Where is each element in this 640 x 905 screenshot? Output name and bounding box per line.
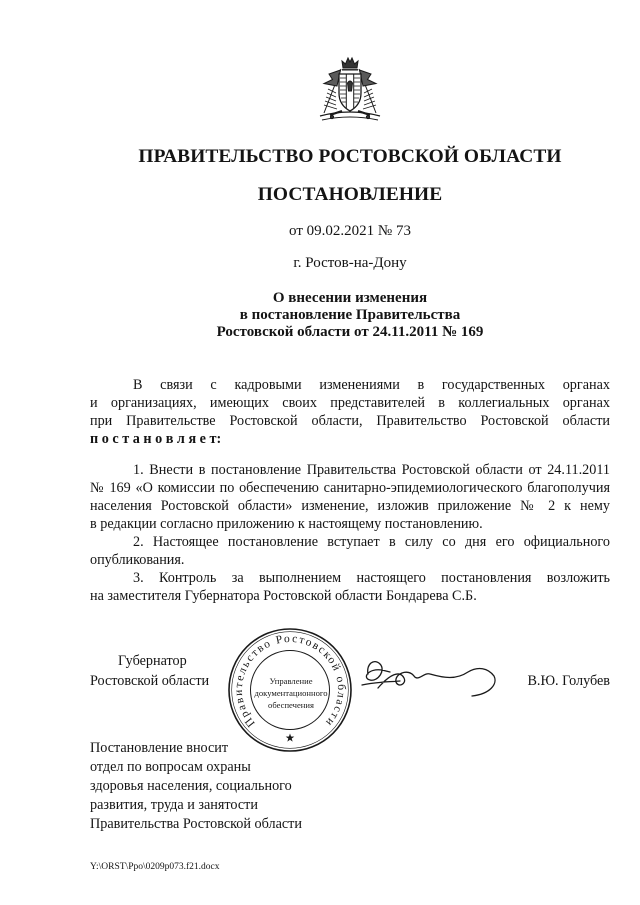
signatory-region: Ростовской области bbox=[90, 673, 210, 689]
resolves-word: п о с т а н о в л я е т: bbox=[90, 431, 222, 447]
signatory-position: Губернатор bbox=[118, 653, 187, 669]
clause-line: населения Ростовской области» изменение, изложив приложение № 2 к нему bbox=[90, 498, 610, 514]
seal-ring-text-path: Правительство Ростовской области bbox=[232, 632, 348, 730]
handwritten-signature bbox=[360, 652, 505, 704]
seal-inner-line: обеспечения bbox=[268, 700, 314, 710]
city: г. Ростов-на-Дону bbox=[293, 255, 407, 271]
preamble-line: и организациях, имеющих своих представителей в коллегиальных органах bbox=[90, 395, 610, 411]
clause-line: опубликования. bbox=[90, 552, 185, 568]
clause-line: № 169 «О комиссии по обеспечению санитарно-эпидемиологического благополучия bbox=[90, 480, 610, 496]
file-path: Y:\ORST\Ppo\0209p073.f21.docx bbox=[90, 862, 220, 872]
submitted-by-line: здоровья населения, социального bbox=[90, 778, 292, 794]
clause-line: в редакции согласно приложению к настоящему постановлению. bbox=[90, 516, 483, 532]
signatory-name: В.Ю. Голубев bbox=[527, 673, 610, 689]
submitted-by-line: отдел по вопросам охраны bbox=[90, 759, 251, 775]
submitted-by-line: развития, труда и занятости bbox=[90, 797, 258, 813]
clause-line: на заместителя Губернатора Ростовской области Бондарева С.Б. bbox=[90, 588, 477, 604]
document-type: ПОСТАНОВЛЕНИЕ bbox=[257, 184, 443, 205]
subject-line: в постановление Правительства bbox=[239, 307, 461, 323]
clause-line: 1. Внести в постановление Правительства Ростовской области от 24.11.2011 bbox=[133, 462, 610, 478]
seal-inner-line: документационного bbox=[254, 688, 328, 698]
submitted-by-line: Правительства Ростовской области bbox=[90, 816, 302, 832]
official-seal bbox=[226, 626, 354, 754]
government-title: ПРАВИТЕЛЬСТВО РОСТОВСКОЙ ОБЛАСТИ bbox=[138, 146, 562, 167]
coat-of-arms-icon bbox=[314, 55, 386, 123]
clause-line: 3. Контроль за выполнением настоящего постановления возложить bbox=[133, 570, 610, 586]
preamble-paragraph bbox=[90, 376, 610, 448]
subject-line: О внесении изменения bbox=[272, 290, 428, 306]
preamble-line: В связи с кадровыми изменениями в государственных органах bbox=[133, 377, 610, 393]
clauses-block bbox=[90, 461, 610, 605]
submitted-by-block bbox=[90, 739, 302, 834]
subject-line: Ростовской области от 24.11.2011 № 169 bbox=[216, 324, 484, 340]
seal-inner-line: Управление bbox=[269, 676, 313, 686]
subject-block bbox=[90, 290, 610, 341]
date-number: от 09.02.2021 № 73 bbox=[289, 223, 411, 239]
clause-line: 2. Настоящее постановление вступает в силу со дня его официального bbox=[133, 534, 610, 550]
submitted-by-line: Постановление вносит bbox=[90, 740, 229, 756]
preamble-line: при Правительстве Ростовской области, Правительство Ростовской области bbox=[90, 413, 610, 429]
